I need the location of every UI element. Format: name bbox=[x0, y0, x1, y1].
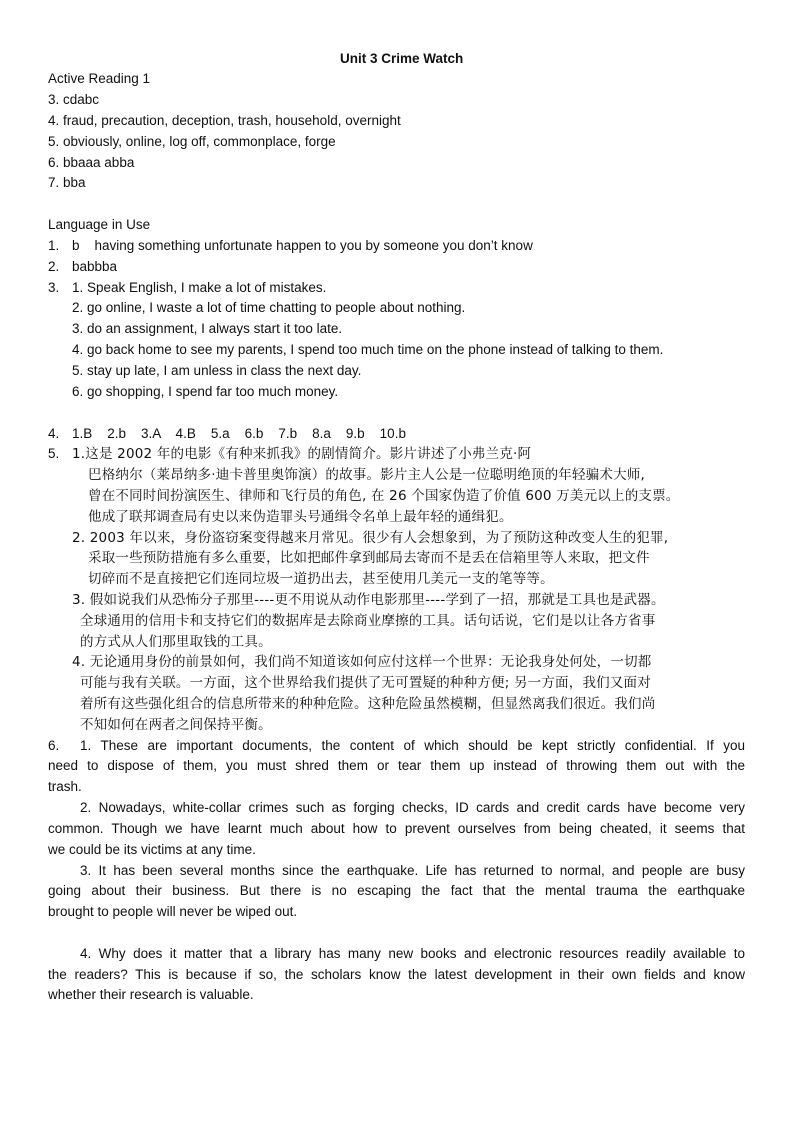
translation-line: 可能与我有关联。一方面，这个世界给我们提供了无可置疑的种种方便; 另一方面，我们又面对 bbox=[80, 675, 651, 691]
answer-line: 6. bbaaa abba bbox=[48, 155, 135, 170]
page-title: Unit 3 Crime Watch bbox=[340, 51, 464, 66]
translation-line: common. Though we have learnt much about how to prevent ourselves from being cheated, it seems that bbox=[48, 821, 745, 836]
answer-line: b having something unfortunate happen to you by someone you don’t know bbox=[72, 238, 533, 253]
answer-line: 4. fraud, precaution, deception, trash, household, overnight bbox=[48, 113, 401, 128]
answer-line: 4. go back home to see my parents, I spend too much time on the phone instead of talking to them. bbox=[72, 342, 664, 357]
translation-line: trash. bbox=[48, 779, 82, 794]
translation-line: going about their business. But there is no escaping the fact that the mental trauma the earthquake bbox=[48, 883, 745, 898]
translation-line: we could be its victims at any time. bbox=[48, 842, 256, 857]
translation-line: 曾在不同时间扮演医生、律师和飞行员的角色, 在 26 个国家伪造了价值 600 万美元以上的支票。 bbox=[88, 488, 680, 504]
answer-line: 5. obviously, online, log off, commonplace, forge bbox=[48, 134, 336, 149]
item-number: 1. bbox=[48, 238, 60, 253]
translation-line: 切碎而不是直接把它们连同垃圾一道扔出去，甚至使用几美元一支的笔等等。 bbox=[88, 571, 554, 587]
language-in-use-heading: Language in Use bbox=[48, 217, 151, 232]
answer-line: 1.B 2.b 3.A 4.B 5.a 6.b 7.b 8.a 9.b 10.b bbox=[72, 426, 406, 441]
item-number: 5. bbox=[48, 446, 60, 461]
answer-line: 6. go shopping, I spend far too much money. bbox=[72, 384, 339, 399]
item-number: 3. bbox=[48, 280, 60, 295]
translation-line: the readers? This is because if so, the scholars know the latest development in their own fields and know bbox=[48, 967, 745, 982]
translation-line: 2. 2003 年以来，身份盗窃案变得越来月常见。很少有人会想象到，为了预防这种改变人生的犯罪, bbox=[72, 530, 669, 546]
translation-line: whether their research is valuable. bbox=[48, 987, 254, 1002]
translation-line: 1. These are important documents, the content of which should be kept strictly confidential. If you bbox=[80, 738, 745, 753]
translation-line: 4. Why does it matter that a library has many new books and electronic resources readily available to bbox=[80, 946, 745, 961]
translation-line: 1.这是 2002 年的电影《有种来抓我》的剧情简介。影片讲述了小弗兰克·阿 bbox=[72, 446, 532, 462]
translation-line: 采取一些预防措施有多么重要，比如把邮件拿到邮局去寄而不是丢在信箱里等人来取，把文件 bbox=[88, 550, 650, 566]
translation-line: 3. It has been several months since the earthquake. Life has returned to normal, and people are busy bbox=[80, 863, 745, 878]
answer-line: babbba bbox=[72, 259, 118, 274]
answer-line: 5. stay up late, I am unless in class the next day. bbox=[72, 363, 362, 378]
item-number: 2. bbox=[48, 259, 60, 274]
translation-line: 着所有这些强化组合的信息所带来的种种危险。这种危险虽然模糊，但显然离我们很近。我们尚 bbox=[80, 696, 656, 712]
translation-line: 的方式从人们那里取钱的工具。 bbox=[80, 634, 272, 650]
item-number: 4. bbox=[48, 426, 60, 441]
answer-line: 7. bba bbox=[48, 175, 86, 190]
active-reading-heading: Active Reading 1 bbox=[48, 71, 151, 86]
translation-line: 不知如何在两者之间保持平衡。 bbox=[80, 717, 272, 733]
translation-line: 4. 无论通用身份的前景如何，我们尚不知道该如何应付这样一个世界：无论我身处何处，一切都 bbox=[72, 654, 652, 670]
translation-line: 他成了联邦调查局有史以来伪造罪头号通缉令名单上最年轻的通缉犯。 bbox=[88, 509, 513, 525]
translation-line: 全球通用的信用卡和支持它们的数据库是去除商业摩擦的工具。话句话说，它们是以让各方省事 bbox=[80, 613, 656, 629]
answer-line: 3. cdabc bbox=[48, 92, 100, 107]
answer-line: 1. Speak English, I make a lot of mistakes. bbox=[72, 280, 327, 295]
item-number: 6. bbox=[48, 738, 60, 753]
translation-line: need to dispose of them, you must shred them or tear them up instead of throwing them out with the bbox=[48, 758, 745, 773]
translation-line: 2. Nowadays, white-collar crimes such as forging checks, ID cards and credit cards have become very bbox=[80, 800, 745, 815]
translation-line: brought to people will never be wiped out. bbox=[48, 904, 298, 919]
translation-line: 巴格纳尔（莱昂纳多·迪卡普里奥饰演）的故事。影片主人公是一位聪明绝顶的年轻骗术大师, bbox=[88, 467, 645, 483]
answer-line: 3. do an assignment, I always start it too late. bbox=[72, 321, 343, 336]
answer-line: 2. go online, I waste a lot of time chatting to people about nothing. bbox=[72, 300, 466, 315]
translation-line: 3. 假如说我们从恐怖分子那里----更不用说从动作电影那里----学到了一招，那就是工具也是武器。 bbox=[72, 592, 665, 608]
